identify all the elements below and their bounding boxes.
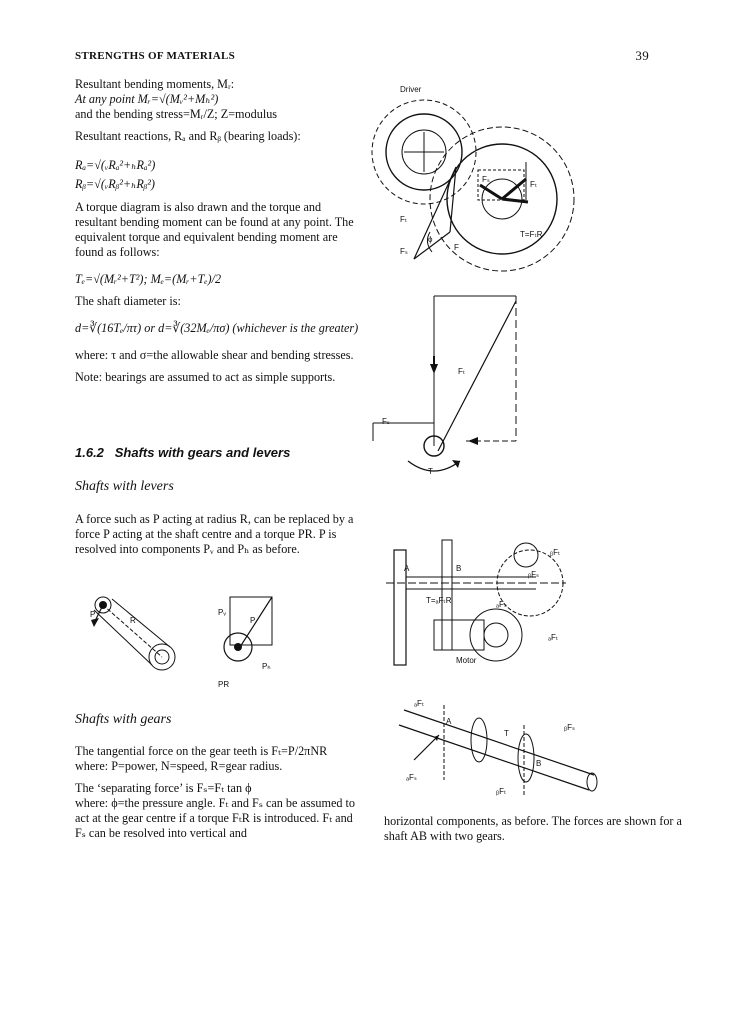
label-t-aftr: T=ₐFₜR xyxy=(426,596,452,605)
separating-force-line: The ‘separating force’ is Fₛ=Fₜ tan ϕ xyxy=(75,781,252,795)
label-b-iso: B xyxy=(536,759,542,768)
ra-formula: Rₐ=√(ᵥRₐ²+ₕRₐ²) xyxy=(75,158,156,172)
levers-paragraph: A force such as P acting at radius R, can be replaced by a force P acting at the shaft centre and a torque PR. P is resolved into components Pᵥ and Pₕ as before. xyxy=(75,512,354,556)
isometric-shaft-figure xyxy=(384,690,614,805)
subheading-gears: Shafts with gears xyxy=(75,712,172,727)
label-torque-ftr: T=FₜR xyxy=(520,230,543,239)
label-p-resultant: P xyxy=(250,616,256,625)
gears-paragraph: where: ϕ=the pressure angle. Fₜ and Fₛ can be assumed to act at the gear centre if a torque FₜR is introduced. Fₜ and Fₛ can be resolved into vertical and xyxy=(75,796,355,840)
label-afs: ₐFₛ xyxy=(496,600,507,609)
header-title: STRENGTHS OF MATERIALS xyxy=(75,50,236,62)
force-triangle-figure xyxy=(368,296,518,486)
where-stresses: where: τ and σ=the allowable shear and bending stresses. xyxy=(75,348,354,362)
label-aft: ₐFₜ xyxy=(548,633,559,642)
diameter-title: The shaft diameter is: xyxy=(75,294,181,308)
label-afs-iso: ₐFₛ xyxy=(406,773,417,782)
label-motor: Motor xyxy=(456,656,477,665)
label-ft-left: Fₜ xyxy=(400,215,408,224)
label-b-shaft: B xyxy=(456,564,462,573)
label-fs-left: Fₛ xyxy=(400,247,408,256)
right-column-continuation: horizontal components, as before. The forces are shown for a shaft AB with two gears. xyxy=(384,814,682,843)
bearings-note: Note: bearings are assumed to act as simple supports. xyxy=(75,370,336,384)
label-ft-driven: Fₜ xyxy=(530,180,538,189)
label-p-lever: P xyxy=(90,610,96,619)
section-title: Shafts with gears and levers xyxy=(114,445,291,460)
label-bfs: ᵦFₛ xyxy=(528,570,539,579)
reactions-title: Resultant reactions, Rₐ and Rᵦ (bearing loads): xyxy=(75,129,301,143)
shaft-gears-figure xyxy=(386,535,566,665)
label-pr: PR xyxy=(218,680,230,689)
label-pv: Pᵥ xyxy=(218,608,226,617)
label-fs-triangle: Fₛ xyxy=(382,417,390,426)
label-r-lever: R xyxy=(130,616,136,625)
section-number: 1.6.2 xyxy=(75,445,104,460)
label-t-iso: T xyxy=(504,729,509,738)
where-power-line: where: P=power, N=speed, R=gear radius. xyxy=(75,759,283,773)
label-driver: Driver xyxy=(400,85,422,94)
label-t-triangle: T xyxy=(428,467,433,476)
diameter-formula: d=∛(16Tₑ/πτ) or d=∛(32Mₑ/πσ) (whichever is the greater) xyxy=(75,321,359,335)
bending-stress-line: and the bending stress=Mᵣ/Z; Z=modulus xyxy=(75,107,278,121)
label-bfs-iso: ᵦFₛ xyxy=(564,723,575,732)
label-bft-iso: ᵦFₜ xyxy=(496,787,507,796)
label-a-shaft: A xyxy=(404,564,410,573)
label-ft-triangle: Fₜ xyxy=(458,367,466,376)
rb-formula: Rᵦ=√(ᵥRᵦ²+ₕRᵦ²) xyxy=(75,177,155,191)
label-bft: ᵦFₜ xyxy=(550,548,561,557)
equivalent-formula: Tₑ=√(Mᵣ²+T²); Mₑ=(Mᵣ+Tₑ)/2 xyxy=(75,272,222,286)
label-phi: ϕ xyxy=(428,235,433,244)
running-header xyxy=(75,50,649,62)
label-fs-driven: Fₛ xyxy=(482,175,490,184)
label-f: F xyxy=(454,243,459,252)
at-any-point-formula: At any point Mᵣ=√(Mᵥ²+Mₕ²) xyxy=(75,92,219,106)
label-a-iso: A xyxy=(446,717,452,726)
gear-mesh-figure xyxy=(370,82,600,292)
left-column-top xyxy=(75,77,362,392)
lever-figure xyxy=(90,585,285,695)
torque-paragraph: A torque diagram is also drawn and the torque and resultant bending moment can be found at any point. The equivalent torque and equivalent bending moment are found as follows: xyxy=(75,200,354,259)
resultant-moments-title: Resultant bending moments, Mᵣ: xyxy=(75,77,235,91)
section-heading xyxy=(75,445,290,460)
subheading-levers: Shafts with levers xyxy=(75,479,174,494)
page-number: 39 xyxy=(635,48,649,63)
label-aft-iso: ₐFₜ xyxy=(414,699,425,708)
tangential-force-line: The tangential force on the gear teeth is Fₜ=P/2πNR xyxy=(75,744,328,758)
left-column-bottom xyxy=(75,744,362,848)
label-ph: Pₕ xyxy=(262,662,271,671)
